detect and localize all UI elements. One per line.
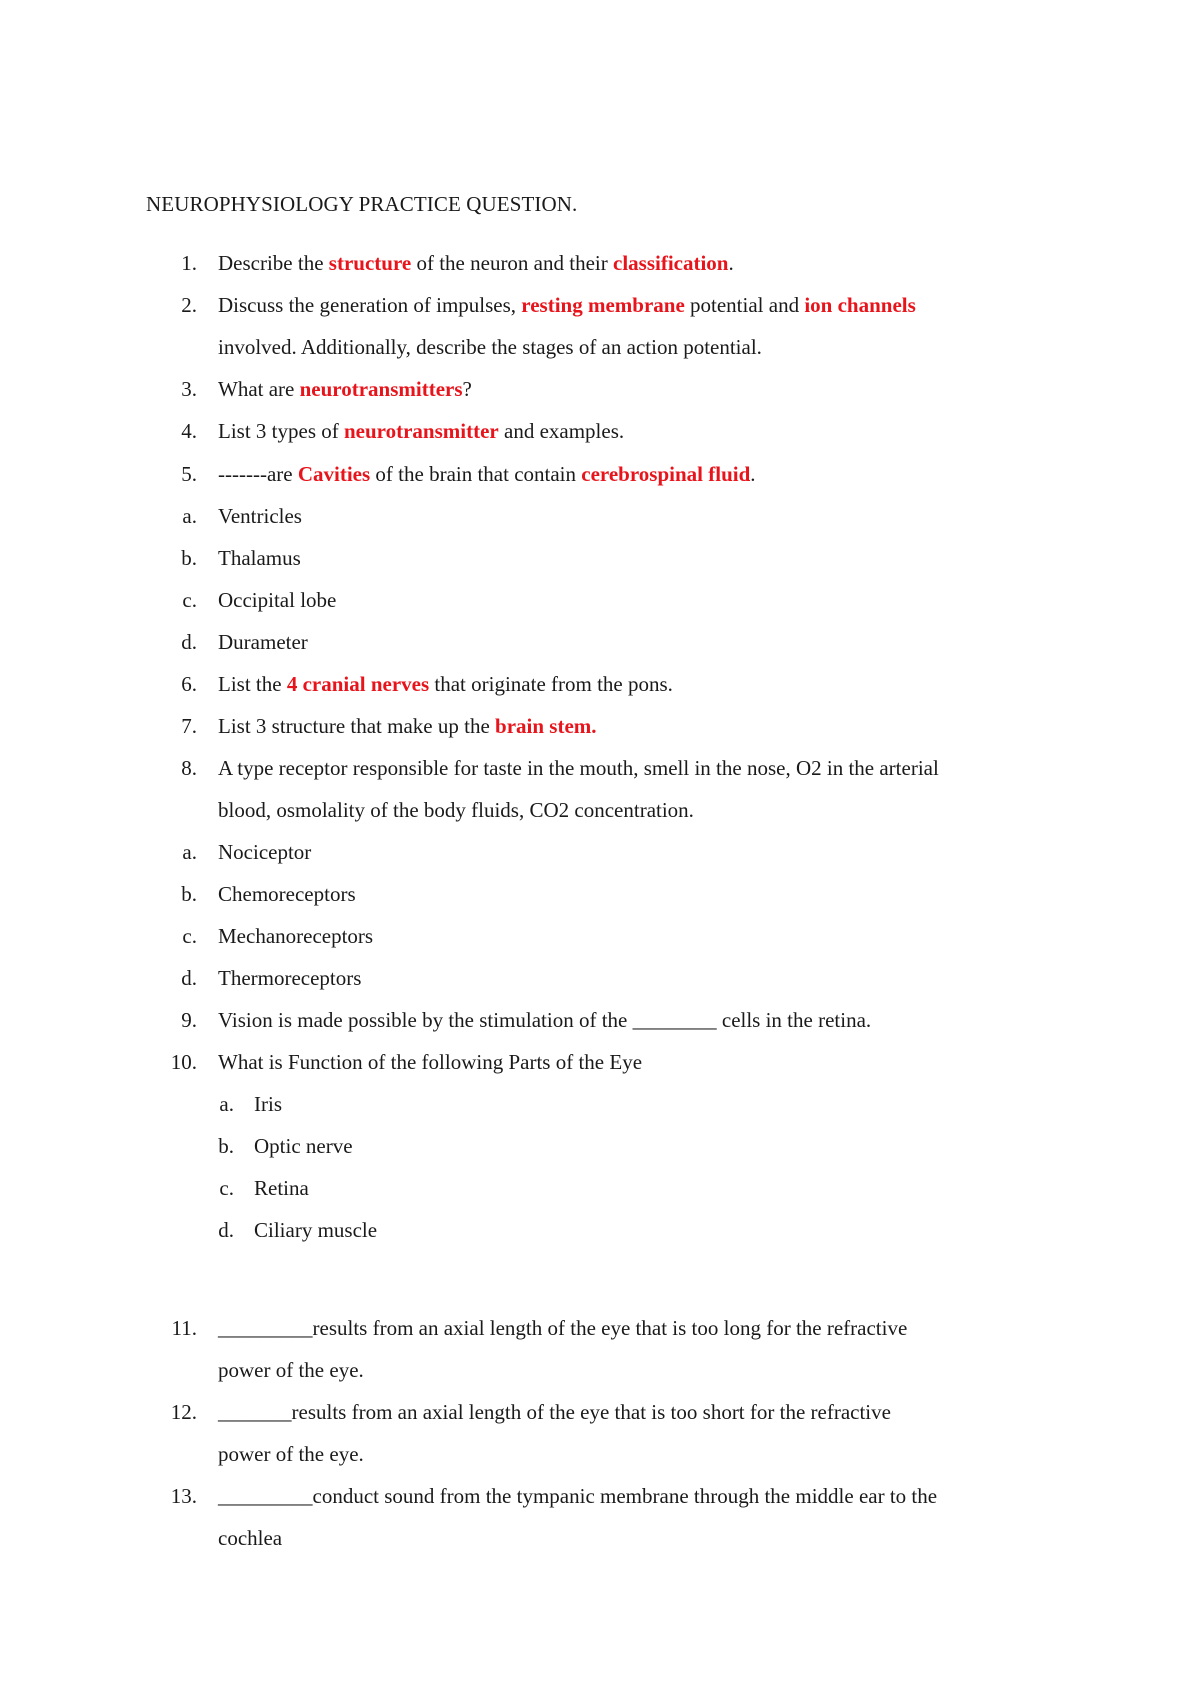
question-number: 1.	[181, 251, 197, 275]
question-number: 2.	[181, 293, 197, 317]
option-letter: d.	[181, 966, 197, 990]
keyword: classification	[613, 251, 729, 275]
option-letter: b.	[181, 882, 197, 906]
question-number: 8.	[181, 756, 197, 780]
keyword: neurotransmitter	[344, 419, 499, 443]
question-text: List 3 structure that make up the brain stem.	[218, 714, 597, 738]
option-text: Ventricles	[218, 504, 302, 528]
option-letter: a.	[182, 840, 197, 864]
option-text: Iris	[254, 1092, 282, 1116]
question-number: 5.	[181, 462, 197, 486]
page-title: NEUROPHYSIOLOGY PRACTICE QUESTION.	[146, 192, 578, 216]
keyword: 4 cranial nerves	[286, 672, 430, 696]
question-text: Vision is made possible by the stimulation of the ________ cells in the retina.	[218, 1008, 872, 1032]
keyword: ion channels	[804, 293, 916, 317]
option-text: Thermoreceptors	[218, 966, 362, 990]
option-text: Occipital lobe	[218, 588, 337, 612]
option-letter: c.	[182, 588, 197, 612]
keyword: cerebrospinal fluid	[581, 462, 751, 486]
question-text: Describe the structure of the neuron and their classification.	[218, 251, 734, 275]
question-number: 7.	[181, 714, 197, 738]
question-number: 13.	[170, 1484, 197, 1508]
question-text: _________results from an axial length of the eye that is too long for the refractive	[218, 1316, 908, 1340]
option-text: Mechanoreceptors	[218, 924, 374, 948]
keyword: neurotransmitters	[299, 377, 463, 401]
option-text: Chemoreceptors	[218, 882, 356, 906]
question-text: List the 4 cranial nerves that originate from the pons.	[218, 672, 673, 696]
question-text: A type receptor responsible for taste in the mouth, smell in the nose, O2 in the arterial	[218, 756, 939, 780]
option-text: Optic nerve	[254, 1134, 353, 1158]
question-text: power of the eye.	[218, 1358, 364, 1382]
option-text: Nociceptor	[218, 840, 312, 864]
question-number: 10.	[170, 1050, 197, 1074]
option-text: Retina	[254, 1176, 309, 1200]
keyword: Cavities	[297, 462, 371, 486]
question-number: 11.	[171, 1316, 197, 1340]
option-text: Durameter	[218, 630, 308, 654]
question-text: List 3 types of neurotransmitter and examples.	[218, 419, 625, 443]
option-letter: c.	[219, 1176, 234, 1200]
keyword: structure	[328, 251, 412, 275]
question-text: What are neurotransmitters?	[218, 377, 472, 401]
question-number: 4.	[181, 419, 197, 443]
question-text: involved. Additionally, describe the stages of an action potential.	[218, 335, 762, 359]
question-text: -------are Cavities of the brain that contain cerebrospinal fluid.	[218, 462, 756, 486]
option-text: Ciliary muscle	[254, 1218, 378, 1242]
option-letter: c.	[182, 924, 197, 948]
option-letter: d.	[181, 630, 197, 654]
keyword: resting membrane	[521, 293, 685, 317]
option-letter: a.	[182, 504, 197, 528]
option-letter: b.	[218, 1134, 234, 1158]
question-text: cochlea	[218, 1526, 283, 1550]
question-text: _________conduct sound from the tympanic membrane through the middle ear to the	[218, 1484, 938, 1508]
keyword: brain stem.	[495, 714, 597, 738]
option-letter: d.	[218, 1218, 234, 1242]
question-number: 9.	[181, 1008, 197, 1032]
option-text: Thalamus	[218, 546, 301, 570]
question-number: 12.	[170, 1400, 197, 1424]
question-text: power of the eye.	[218, 1442, 364, 1466]
question-text: Discuss the generation of impulses, resting membrane potential and ion channels	[218, 293, 916, 317]
question-text: What is Function of the following Parts of the Eye	[218, 1050, 643, 1074]
option-letter: a.	[219, 1092, 234, 1116]
option-letter: b.	[181, 546, 197, 570]
question-text: blood, osmolality of the body fluids, CO2 concentration.	[218, 798, 694, 822]
question-text: _______results from an axial length of the eye that is too short for the refractive	[218, 1400, 891, 1424]
question-number: 6.	[181, 672, 197, 696]
question-number: 3.	[181, 377, 197, 401]
